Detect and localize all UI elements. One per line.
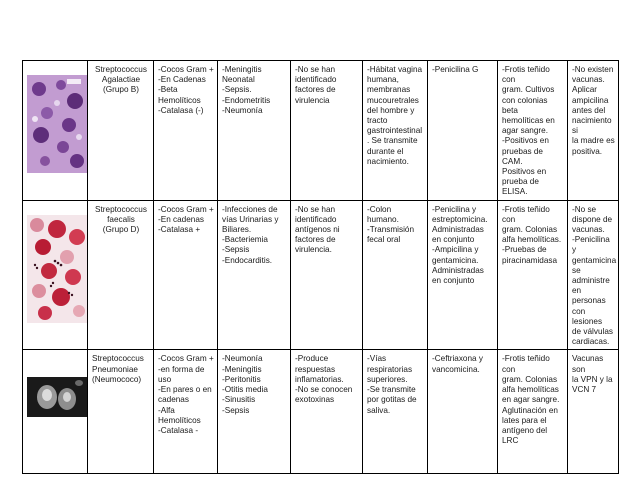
diagnosis: -Frotis teñido con gram. Colonias alfa hemolíticas en agar sangre. Aglutinación en lates para el antígeno del LRC	[498, 350, 568, 473]
table-row	[23, 61, 619, 201]
micrograph-pneumoniae-cell	[23, 350, 88, 473]
micrograph-faecalis-cell	[23, 200, 88, 350]
diseases: -Neumonía -Meningitis -Peritonitis -Otitis media -Sinusitis -Sepsis	[218, 350, 291, 473]
treatment: -Penicilina G	[428, 61, 498, 201]
treatment: -Penicilina y estreptomicina. Administradas en conjunto -Ampicilina y gentamicina. Administradas en conjunto	[428, 200, 498, 350]
gram-description: -Cocos Gram + -En cadenas -Catalasa +	[154, 200, 218, 350]
prevention: -No existen vacunas. Aplicar ampicilina antes del nacimiento si la madre es positiva.	[568, 61, 619, 201]
streptococcus-table	[22, 60, 619, 474]
habitat-transmission: -Hábitat vagina humana, membranas mucouretrales del hombre y tracto gastrointestinal . Se transmite durante el nacimiento.	[363, 61, 428, 201]
diagnosis: -Frotis teñido con gram. Cultivos con colonias beta hemolíticas en agar sangre. -Positivos en pruebas de CAM. Positivos en prueba de ELISA.	[498, 61, 568, 201]
micrograph-agalactiae-image	[27, 75, 87, 173]
micrograph-faecalis-image	[27, 215, 87, 323]
virulence-factors: -Produce respuestas inflamatorias. -No se conocen exotoxinas	[291, 350, 363, 473]
prevention: Vacunas son la VPN y la VCN 7	[568, 350, 619, 473]
diagnosis: -Frotis teñido con gram. Colonias alfa hemolíticas. -Pruebas de piracinamidasa	[498, 200, 568, 350]
habitat-transmission: -Vías respiratorias superiores. -Se transmite por gotitas de saliva.	[363, 350, 428, 473]
prevention: -No se dispone de vacunas. -Penicilina y gentamicina se administre en personas con lesiones de válvulas cardiacas.	[568, 200, 619, 350]
table-row	[23, 350, 619, 473]
gram-description: -Cocos Gram + -En Cadenas -Beta Hemolíticos -Catalasa (-)	[154, 61, 218, 201]
gram-description: -Cocos Gram + -en forma de uso -En pares o en cadenas -Alfa Hemolíticos -Catalasa -	[154, 350, 218, 473]
species-name: Streptococcus faecalis (Grupo D)	[88, 200, 154, 350]
table-row	[23, 200, 619, 350]
habitat-transmission: -Colon humano. -Transmisión fecal oral	[363, 200, 428, 350]
diseases: -Infecciones de vías Urinarias y Biliares. -Bacteriemia -Sepsis -Endocarditis.	[218, 200, 291, 350]
diseases: -Meningitis Neonatal -Sepsis. -Endometritis -Neumonía	[218, 61, 291, 201]
micrograph-agalactiae-cell	[23, 61, 88, 201]
micrograph-pneumoniae-image	[27, 365, 87, 461]
species-name: Streptococcus Agalactiae (Grupo B)	[88, 61, 154, 201]
virulence-factors: -No se han identificado factores de virulencia	[291, 61, 363, 201]
virulence-factors: -No se han identificado antígenos ni factores de virulencia.	[291, 200, 363, 350]
species-name: Streptococcus Pneumoniae (Neumococo)	[88, 350, 154, 473]
treatment: -Ceftriaxona y vancomicina.	[428, 350, 498, 473]
